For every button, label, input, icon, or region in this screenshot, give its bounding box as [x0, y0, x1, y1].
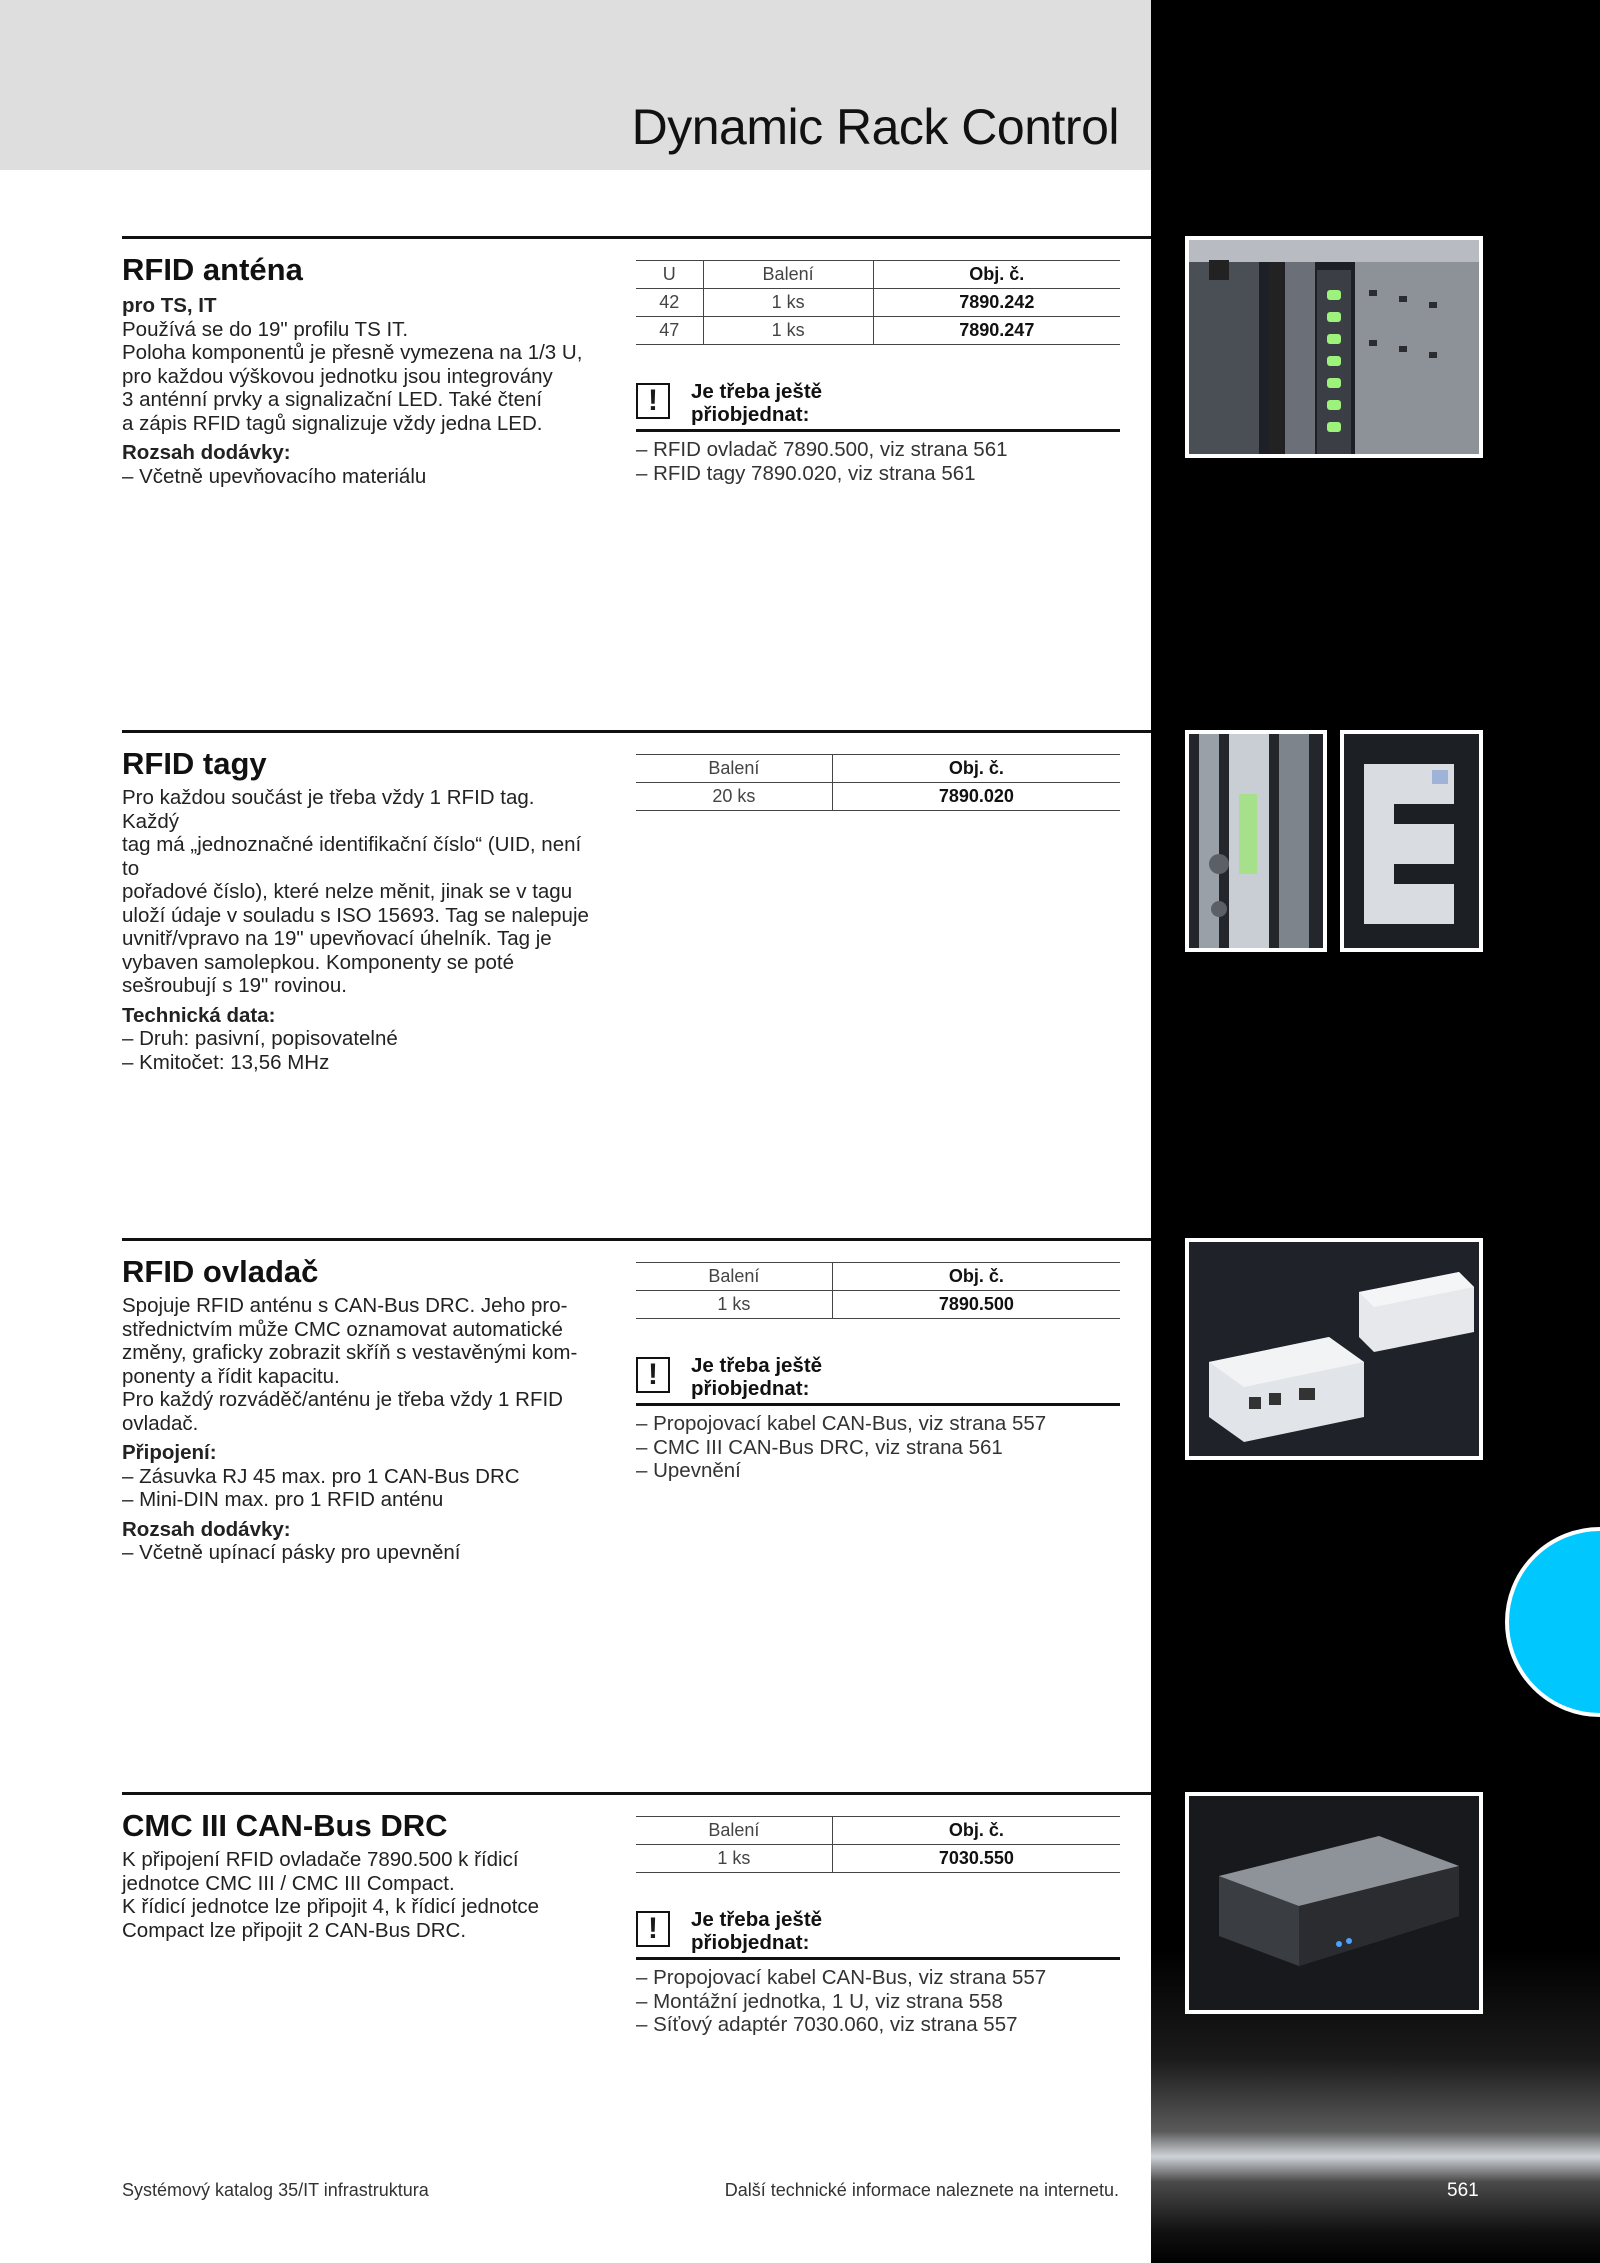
- table-cell: 20 ks: [636, 783, 832, 811]
- body-line: uvnitř/vpravo na 19" upevňovací úhelník. Tag je: [122, 927, 552, 950]
- tag-bracket-photo-illustration: [1344, 734, 1479, 948]
- body-line: Pro každou součást je třeba vždy 1 RFID tag. Každý: [122, 786, 535, 833]
- rack-tag-photo-illustration: [1189, 734, 1323, 948]
- connection-item: – Mini-DIN max. pro 1 RFID anténu: [122, 1488, 444, 1511]
- list-item: – Síťový adaptér 7030.060, viz strana 557: [636, 2013, 1018, 2036]
- table-cell: 1 ks: [703, 289, 873, 317]
- list-item: – Montážní jednotka, 1 U, viz strana 558: [636, 1989, 1003, 2013]
- connection-heading: Připojení:: [122, 1441, 217, 1464]
- body-line: K řídicí jednotce lze připojit 4, k řídicí jednotce: [122, 1895, 540, 1918]
- body-line: pořadové číslo), které nelze měnit, jinak se v tagu: [122, 880, 573, 903]
- additional-order-header: [636, 1356, 1120, 1406]
- additional-order-heading: [691, 380, 891, 426]
- description: [122, 294, 592, 488]
- additional-order-header: [636, 1910, 1120, 1960]
- scope-item: – Včetně upevňovacího materiálu: [122, 464, 427, 488]
- body-line: vybaven samolepkou. Komponenty se poté: [122, 950, 515, 974]
- body-line: Používá se do 19" profilu TS IT.: [122, 317, 409, 341]
- table-header-row: [636, 755, 1120, 783]
- photo-rfid-antenna: [1185, 236, 1483, 458]
- controller-photo-illustration: [1189, 1242, 1479, 1456]
- body-line: jednotce CMC III / CMC III Compact.: [122, 1871, 455, 1895]
- tech-item: – Druh: pasivní, popisovatelné: [122, 1027, 398, 1050]
- table-row: [636, 1845, 1120, 1873]
- additional-order-box: [636, 382, 1120, 485]
- photo-cmc-canbus: [1185, 1792, 1483, 2014]
- subtitle: pro TS, IT: [122, 294, 217, 317]
- order-number: 7030.550: [832, 1845, 1120, 1873]
- order-table: [636, 754, 1120, 811]
- page-number: 561: [1447, 2180, 1479, 2201]
- list-item: – Propojovací kabel CAN-Bus, viz strana 557: [636, 1966, 1047, 1989]
- body-line: Poloha komponentů je přesně vymezena na 1/3 U,: [122, 341, 583, 364]
- scope-heading: Rozsah dodávky:: [122, 1517, 291, 1541]
- photo-tag-bracket: [1340, 730, 1483, 952]
- section-rfid-controller: [122, 1238, 1151, 1718]
- column-header: Balení: [636, 1817, 832, 1845]
- body-line: Compact lze připojit 2 CAN-Bus DRC.: [122, 1918, 467, 1942]
- body-line: ponenty a řídit kapacitu.: [122, 1364, 340, 1388]
- exclamation-icon: !: [636, 1911, 670, 1947]
- additional-order-heading: [691, 1354, 891, 1400]
- additional-order-list: [636, 438, 1120, 485]
- exclamation-icon: !: [636, 383, 670, 419]
- column-header: Obj. č.: [832, 1263, 1120, 1291]
- table-header-row: [636, 261, 1120, 289]
- scope-heading: Rozsah dodávky:: [122, 441, 291, 464]
- table-row: [636, 783, 1120, 811]
- table-row: [636, 1291, 1120, 1319]
- antenna-photo-illustration: [1189, 240, 1479, 454]
- list-item: – RFID tagy 7890.020, viz strana 561: [636, 461, 976, 485]
- list-item: – CMC III CAN-Bus DRC, viz strana 561: [636, 1435, 1003, 1459]
- column-header: Balení: [636, 755, 832, 783]
- body-line: a zápis RFID tagů signalizuje vždy jedna LED.: [122, 411, 543, 435]
- list-item: – Propojovací kabel CAN-Bus, viz strana 557: [636, 1412, 1047, 1435]
- column-header: Balení: [703, 261, 873, 289]
- table-row: [636, 317, 1120, 345]
- section-title: RFID tagy: [122, 746, 267, 781]
- body-line: sešroubují s 19" rovinou.: [122, 974, 347, 997]
- heading-line: přiobjednat:: [691, 1931, 810, 1954]
- body-line: změny, graficky zobrazit skříň s vestavěnými kom-: [122, 1341, 578, 1364]
- canbus-photo-illustration: [1189, 1796, 1479, 2010]
- additional-order-heading: [691, 1908, 891, 1954]
- heading-line: Je třeba ještě: [691, 1908, 823, 1931]
- heading-line: Je třeba ještě: [691, 380, 823, 403]
- additional-order-list: [636, 1412, 1120, 1483]
- description: [122, 786, 592, 1074]
- order-table: [636, 1816, 1120, 1873]
- description: [122, 1848, 592, 1942]
- section-rule: [122, 1792, 1151, 1795]
- section-rule: [122, 730, 1151, 733]
- column-header: Obj. č.: [873, 261, 1120, 289]
- section-title: CMC III CAN-Bus DRC: [122, 1808, 448, 1843]
- photo-rfid-controller: [1185, 1238, 1483, 1460]
- body-line: Spojuje RFID anténu s CAN-Bus DRC. Jeho pro-: [122, 1294, 568, 1317]
- page-title: Dynamic Rack Control: [631, 99, 1119, 155]
- list-item: – Upevnění: [636, 1459, 741, 1482]
- order-table: [636, 1262, 1120, 1319]
- column-header: Balení: [636, 1263, 832, 1291]
- additional-order-box: [636, 1356, 1120, 1483]
- footer-info: Další technické informace naleznete na internetu.: [724, 2180, 1119, 2200]
- photo-rack-tag: [1185, 730, 1327, 952]
- exclamation-icon: !: [636, 1357, 670, 1393]
- heading-line: přiobjednat:: [691, 1377, 810, 1400]
- additional-order-list: [636, 1966, 1120, 2037]
- table-header-row: [636, 1263, 1120, 1291]
- body-line: uloží údaje v souladu s ISO 15693. Tag se nalepuje: [122, 903, 589, 927]
- table-cell: 47: [636, 317, 703, 345]
- tech-item: – Kmitočet: 13,56 MHz: [122, 1050, 330, 1074]
- heading-line: přiobjednat:: [691, 403, 810, 426]
- order-number: 7890.500: [832, 1291, 1120, 1319]
- table-cell: 1 ks: [703, 317, 873, 345]
- column-header: Obj. č.: [832, 755, 1120, 783]
- connection-item: – Zásuvka RJ 45 max. pro 1 CAN-Bus DRC: [122, 1464, 520, 1488]
- body-line: střednictvím může CMC oznamovat automatické: [122, 1317, 563, 1341]
- column-header: Obj. č.: [832, 1817, 1120, 1845]
- order-number: 7890.020: [832, 783, 1120, 811]
- footer-catalog-name: Systémový katalog 35/IT infrastruktura: [122, 2180, 429, 2200]
- section-rfid-tags: [122, 730, 1151, 1210]
- body-line: ovladač.: [122, 1411, 199, 1435]
- additional-order-header: [636, 382, 1120, 432]
- section-rule: [122, 236, 1151, 239]
- order-table: [636, 260, 1120, 345]
- column-header: U: [636, 261, 703, 289]
- body-line: 3 anténní prvky a signalizační LED. Také čtení: [122, 388, 543, 411]
- table-cell: 42: [636, 289, 703, 317]
- body-line: tag má „jednoznačné identifikační číslo“ (UID, není to: [122, 833, 582, 880]
- section-rfid-antenna: [122, 236, 1151, 716]
- table-header-row: [636, 1817, 1120, 1845]
- list-item: – RFID ovladač 7890.500, viz strana 561: [636, 438, 1008, 461]
- body-line: Pro každý rozváděč/anténu je třeba vždy 1 RFID: [122, 1388, 563, 1411]
- order-number: 7890.247: [873, 317, 1120, 345]
- body-line: K připojení RFID ovladače 7890.500 k řídicí: [122, 1848, 519, 1871]
- heading-line: Je třeba ještě: [691, 1354, 823, 1377]
- section-title: RFID ovladač: [122, 1254, 319, 1289]
- scope-item: – Včetně upínací pásky pro upevnění: [122, 1541, 461, 1564]
- section-rule: [122, 1238, 1151, 1241]
- additional-order-box: [636, 1910, 1120, 2037]
- table-row: [636, 289, 1120, 317]
- table-cell: 1 ks: [636, 1291, 832, 1319]
- description: [122, 1294, 592, 1565]
- body-line: pro každou výškovou jednotku jsou integrovány: [122, 364, 553, 388]
- tech-heading: Technická data:: [122, 1003, 276, 1027]
- order-number: 7890.242: [873, 289, 1120, 317]
- section-title: RFID anténa: [122, 252, 303, 287]
- section-cmc-canbus: [122, 1792, 1151, 2092]
- table-cell: 1 ks: [636, 1845, 832, 1873]
